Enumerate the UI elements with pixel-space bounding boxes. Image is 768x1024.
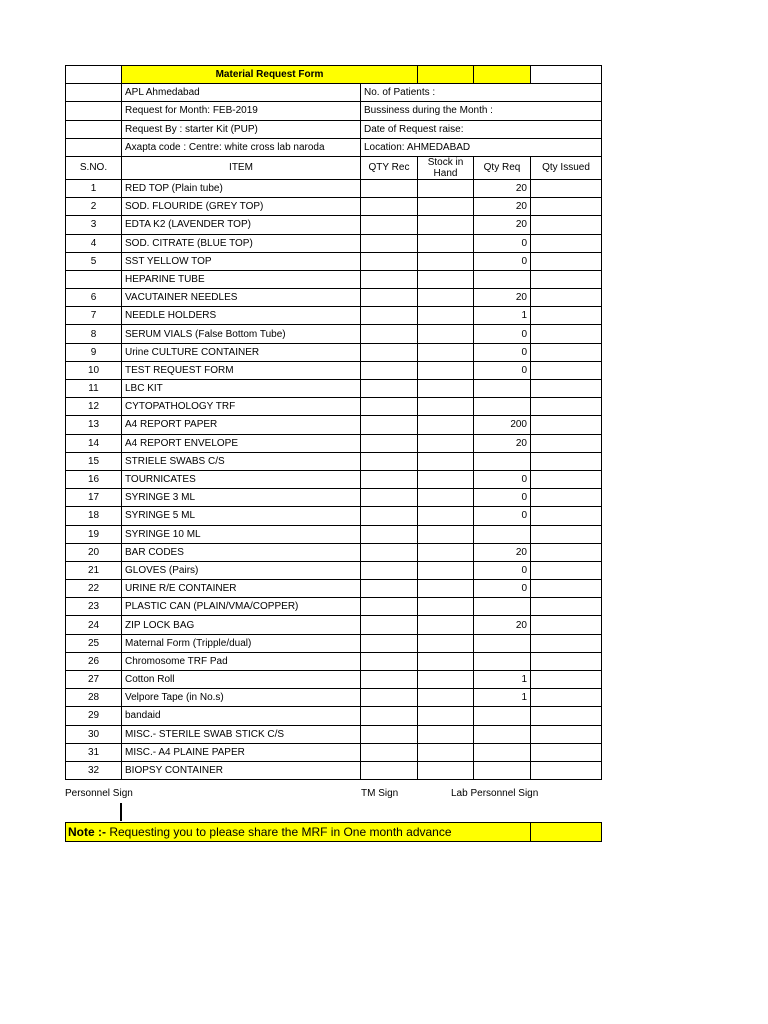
table-row (66, 707, 602, 725)
table-row (66, 543, 602, 561)
row-stock-in-hand (418, 434, 474, 452)
table-row (66, 507, 602, 525)
row-qty-rec (361, 543, 418, 561)
row-qty-rec (361, 416, 418, 434)
row-sno: 16 (66, 470, 122, 488)
table-row (66, 525, 602, 543)
row-qty-issued (531, 707, 602, 725)
row-qty-issued (531, 561, 602, 579)
table-row (66, 234, 602, 252)
row-item: A4 REPORT PAPER (122, 416, 361, 434)
row-stock-in-hand (418, 416, 474, 434)
row-stock-in-hand (418, 234, 474, 252)
row-qty-req (474, 634, 531, 652)
row-qty-issued (531, 725, 602, 743)
table-row (66, 634, 602, 652)
row-stock-in-hand (418, 179, 474, 197)
row-qty-rec (361, 707, 418, 725)
table-row (66, 343, 602, 361)
row-stock-in-hand (418, 289, 474, 307)
row-item: ZIP LOCK BAG (122, 616, 361, 634)
patients-field: No. of Patients : (361, 84, 602, 102)
row-qty-req: 0 (474, 252, 531, 270)
row-item: SYRINGE 10 ML (122, 525, 361, 543)
lab-personnel-sign: Lab Personnel Sign (451, 788, 539, 799)
row-qty-req (474, 380, 531, 398)
row-stock-in-hand (418, 198, 474, 216)
request-month: Request for Month: FEB-2019 (122, 102, 361, 120)
table-row (66, 416, 602, 434)
row-stock-in-hand (418, 671, 474, 689)
info-row (66, 120, 602, 138)
row-item: SOD. CITRATE (BLUE TOP) (122, 234, 361, 252)
row-qty-rec (361, 470, 418, 488)
row-qty-issued (531, 343, 602, 361)
material-request-sheet (65, 65, 602, 780)
row-stock-in-hand (418, 307, 474, 325)
row-qty-rec (361, 398, 418, 416)
row-qty-issued (531, 325, 602, 343)
row-qty-rec (361, 689, 418, 707)
row-qty-issued (531, 179, 602, 197)
row-qty-issued (531, 743, 602, 761)
table-row (66, 452, 602, 470)
table-row (66, 380, 602, 398)
row-item: Urine CULTURE CONTAINER (122, 343, 361, 361)
row-qty-rec (361, 761, 418, 779)
row-stock-in-hand (418, 343, 474, 361)
row-qty-issued (531, 761, 602, 779)
row-qty-rec (361, 270, 418, 288)
row-stock-in-hand (418, 543, 474, 561)
table-row (66, 743, 602, 761)
request-by: Request By : starter Kit (PUP) (122, 120, 361, 138)
row-qty-req: 20 (474, 616, 531, 634)
row-item: EDTA K2 (LAVENDER TOP) (122, 216, 361, 234)
row-sno: 9 (66, 343, 122, 361)
row-item: SYRINGE 3 ML (122, 489, 361, 507)
row-stock-in-hand (418, 634, 474, 652)
row-item: NEEDLE HOLDERS (122, 307, 361, 325)
row-stock-in-hand (418, 652, 474, 670)
row-item: CYTOPATHOLOGY TRF (122, 398, 361, 416)
row-qty-rec (361, 234, 418, 252)
row-qty-rec (361, 507, 418, 525)
row-stock-in-hand (418, 761, 474, 779)
row-item: MISC.- A4 PLAINE PAPER (122, 743, 361, 761)
table-row (66, 325, 602, 343)
row-qty-rec (361, 325, 418, 343)
row-qty-rec (361, 307, 418, 325)
row-sno: 15 (66, 452, 122, 470)
table-row (66, 580, 602, 598)
row-qty-rec (361, 725, 418, 743)
row-qty-req: 0 (474, 234, 531, 252)
info-row (66, 84, 602, 102)
row-sno: 18 (66, 507, 122, 525)
row-qty-rec (361, 179, 418, 197)
row-sno: 4 (66, 234, 122, 252)
row-qty-issued (531, 434, 602, 452)
row-sno: 28 (66, 689, 122, 707)
row-qty-req (474, 725, 531, 743)
row-sno: 7 (66, 307, 122, 325)
header-qty-rec: QTY Rec (361, 156, 418, 179)
row-sno: 8 (66, 325, 122, 343)
row-sno: 24 (66, 616, 122, 634)
row-stock-in-hand (418, 525, 474, 543)
row-qty-req: 20 (474, 179, 531, 197)
row-qty-req: 200 (474, 416, 531, 434)
table-row (66, 361, 602, 379)
row-qty-rec (361, 216, 418, 234)
row-qty-issued (531, 307, 602, 325)
row-stock-in-hand (418, 580, 474, 598)
row-sno: 29 (66, 707, 122, 725)
info-row (66, 138, 602, 156)
axapta-code: Axapta code : Centre: white cross lab naroda (122, 138, 361, 156)
row-sno: 2 (66, 198, 122, 216)
row-qty-req (474, 761, 531, 779)
row-qty-req: 20 (474, 434, 531, 452)
row-stock-in-hand (418, 725, 474, 743)
row-qty-issued (531, 580, 602, 598)
row-sno: 5 (66, 252, 122, 270)
row-qty-issued (531, 398, 602, 416)
row-qty-issued (531, 198, 602, 216)
header-stock-in-hand: Stock in Hand (418, 156, 474, 179)
row-sno (66, 270, 122, 288)
row-qty-req: 0 (474, 361, 531, 379)
row-item: A4 REPORT ENVELOPE (122, 434, 361, 452)
row-qty-rec (361, 634, 418, 652)
row-qty-req: 0 (474, 580, 531, 598)
row-item: MISC.- STERILE SWAB STICK C/S (122, 725, 361, 743)
row-item: SERUM VIALS (False Bottom Tube) (122, 325, 361, 343)
row-qty-req (474, 652, 531, 670)
row-qty-rec (361, 561, 418, 579)
row-sno: 14 (66, 434, 122, 452)
row-qty-req: 0 (474, 343, 531, 361)
table-row (66, 489, 602, 507)
row-item: HEPARINE TUBE (122, 270, 361, 288)
row-qty-rec (361, 489, 418, 507)
row-stock-in-hand (418, 743, 474, 761)
row-qty-issued (531, 452, 602, 470)
row-qty-issued (531, 234, 602, 252)
header-qty-issued: Qty Issued (531, 156, 602, 179)
company-name: APL Ahmedabad (122, 84, 361, 102)
row-item: Velpore Tape (in No.s) (122, 689, 361, 707)
row-item: BIOPSY CONTAINER (122, 761, 361, 779)
row-sno: 21 (66, 561, 122, 579)
row-qty-issued (531, 652, 602, 670)
row-qty-req: 0 (474, 561, 531, 579)
header-item: ITEM (122, 156, 361, 179)
table-row (66, 434, 602, 452)
row-qty-req (474, 270, 531, 288)
row-sno: 32 (66, 761, 122, 779)
row-item: GLOVES (Pairs) (122, 561, 361, 579)
row-qty-rec (361, 343, 418, 361)
row-qty-rec (361, 252, 418, 270)
row-qty-rec (361, 289, 418, 307)
row-qty-issued (531, 525, 602, 543)
row-qty-rec (361, 452, 418, 470)
row-item: SOD. FLOURIDE (GREY TOP) (122, 198, 361, 216)
form-title: Material Request Form (122, 66, 418, 84)
row-qty-req: 0 (474, 489, 531, 507)
note-bar (65, 822, 602, 842)
request-table (65, 65, 602, 780)
row-qty-req (474, 398, 531, 416)
row-item: Chromosome TRF Pad (122, 652, 361, 670)
row-stock-in-hand (418, 270, 474, 288)
row-qty-req: 20 (474, 289, 531, 307)
row-item: VACUTAINER NEEDLES (122, 289, 361, 307)
row-sno: 11 (66, 380, 122, 398)
row-qty-rec (361, 652, 418, 670)
row-item: Cotton Roll (122, 671, 361, 689)
note-text: Note :- Requesting you to please share the MRF in One month advance (66, 823, 531, 842)
row-item: SYRINGE 5 ML (122, 507, 361, 525)
row-stock-in-hand (418, 689, 474, 707)
row-sno: 13 (66, 416, 122, 434)
row-qty-req: 0 (474, 325, 531, 343)
table-row (66, 216, 602, 234)
row-stock-in-hand (418, 216, 474, 234)
table-row (66, 561, 602, 579)
row-qty-issued (531, 489, 602, 507)
row-sno: 22 (66, 580, 122, 598)
row-qty-req: 0 (474, 470, 531, 488)
row-qty-issued (531, 470, 602, 488)
row-item: bandaid (122, 707, 361, 725)
table-row (66, 761, 602, 779)
row-qty-rec (361, 434, 418, 452)
row-sno: 31 (66, 743, 122, 761)
row-sno: 19 (66, 525, 122, 543)
table-row (66, 725, 602, 743)
business-field: Bussiness during the Month : (361, 102, 602, 120)
row-qty-issued (531, 543, 602, 561)
column-header-row (66, 156, 602, 179)
row-qty-issued (531, 689, 602, 707)
row-qty-req: 20 (474, 198, 531, 216)
row-qty-issued (531, 671, 602, 689)
row-qty-rec (361, 580, 418, 598)
row-qty-req: 0 (474, 507, 531, 525)
row-item: Maternal Form (Tripple/dual) (122, 634, 361, 652)
row-qty-req (474, 525, 531, 543)
table-row (66, 270, 602, 288)
row-qty-rec (361, 380, 418, 398)
row-qty-issued (531, 507, 602, 525)
table-row (66, 252, 602, 270)
row-stock-in-hand (418, 325, 474, 343)
row-qty-rec (361, 525, 418, 543)
row-item: TOURNICATES (122, 470, 361, 488)
row-item: BAR CODES (122, 543, 361, 561)
location-field: Location: AHMEDABAD (361, 138, 602, 156)
table-row (66, 289, 602, 307)
table-row (66, 398, 602, 416)
row-stock-in-hand (418, 507, 474, 525)
row-sno: 26 (66, 652, 122, 670)
row-sno: 10 (66, 361, 122, 379)
row-stock-in-hand (418, 452, 474, 470)
row-qty-issued (531, 216, 602, 234)
row-item: PLASTIC CAN (PLAIN/VMA/COPPER) (122, 598, 361, 616)
row-qty-req (474, 598, 531, 616)
row-stock-in-hand (418, 361, 474, 379)
row-item: LBC KIT (122, 380, 361, 398)
row-stock-in-hand (418, 252, 474, 270)
table-row (66, 179, 602, 197)
row-qty-req: 1 (474, 689, 531, 707)
row-sno: 6 (66, 289, 122, 307)
header-sno: S.NO. (66, 156, 122, 179)
row-qty-req (474, 452, 531, 470)
row-qty-req: 1 (474, 671, 531, 689)
row-sno: 12 (66, 398, 122, 416)
row-qty-rec (361, 743, 418, 761)
table-row (66, 671, 602, 689)
row-qty-req (474, 707, 531, 725)
table-row (66, 598, 602, 616)
row-stock-in-hand (418, 598, 474, 616)
table-row (66, 616, 602, 634)
row-stock-in-hand (418, 489, 474, 507)
row-sno: 25 (66, 634, 122, 652)
table-row (66, 652, 602, 670)
row-stock-in-hand (418, 616, 474, 634)
row-item: RED TOP (Plain tube) (122, 179, 361, 197)
row-item: TEST REQUEST FORM (122, 361, 361, 379)
row-qty-rec (361, 616, 418, 634)
table-row (66, 307, 602, 325)
header-qty-req: Qty Req (474, 156, 531, 179)
row-qty-issued (531, 634, 602, 652)
row-qty-issued (531, 616, 602, 634)
row-qty-issued (531, 270, 602, 288)
row-sno: 3 (66, 216, 122, 234)
row-sno: 23 (66, 598, 122, 616)
row-stock-in-hand (418, 707, 474, 725)
row-qty-req: 20 (474, 543, 531, 561)
row-qty-issued (531, 416, 602, 434)
row-item: STRIELE SWABS C/S (122, 452, 361, 470)
personnel-sign: Personnel Sign (65, 788, 133, 799)
tm-sign: TM Sign (361, 788, 399, 799)
row-sno: 1 (66, 179, 122, 197)
row-item: SST YELLOW TOP (122, 252, 361, 270)
row-qty-issued (531, 598, 602, 616)
request-date-field: Date of Request raise: (361, 120, 602, 138)
row-qty-rec (361, 598, 418, 616)
row-stock-in-hand (418, 398, 474, 416)
row-qty-rec (361, 361, 418, 379)
info-row (66, 102, 602, 120)
table-row (66, 470, 602, 488)
cursor-line (120, 803, 122, 821)
row-qty-issued (531, 289, 602, 307)
row-qty-rec (361, 198, 418, 216)
row-item: URINE R/E CONTAINER (122, 580, 361, 598)
row-sno: 17 (66, 489, 122, 507)
row-qty-rec (361, 671, 418, 689)
row-stock-in-hand (418, 470, 474, 488)
table-row (66, 689, 602, 707)
row-qty-issued (531, 361, 602, 379)
row-qty-issued (531, 380, 602, 398)
row-sno: 20 (66, 543, 122, 561)
row-qty-issued (531, 252, 602, 270)
row-qty-req: 1 (474, 307, 531, 325)
title-row (66, 66, 602, 84)
row-stock-in-hand (418, 561, 474, 579)
row-qty-req (474, 743, 531, 761)
row-sno: 27 (66, 671, 122, 689)
row-qty-req: 20 (474, 216, 531, 234)
signature-line (65, 788, 605, 804)
row-sno: 30 (66, 725, 122, 743)
table-row (66, 198, 602, 216)
row-stock-in-hand (418, 380, 474, 398)
